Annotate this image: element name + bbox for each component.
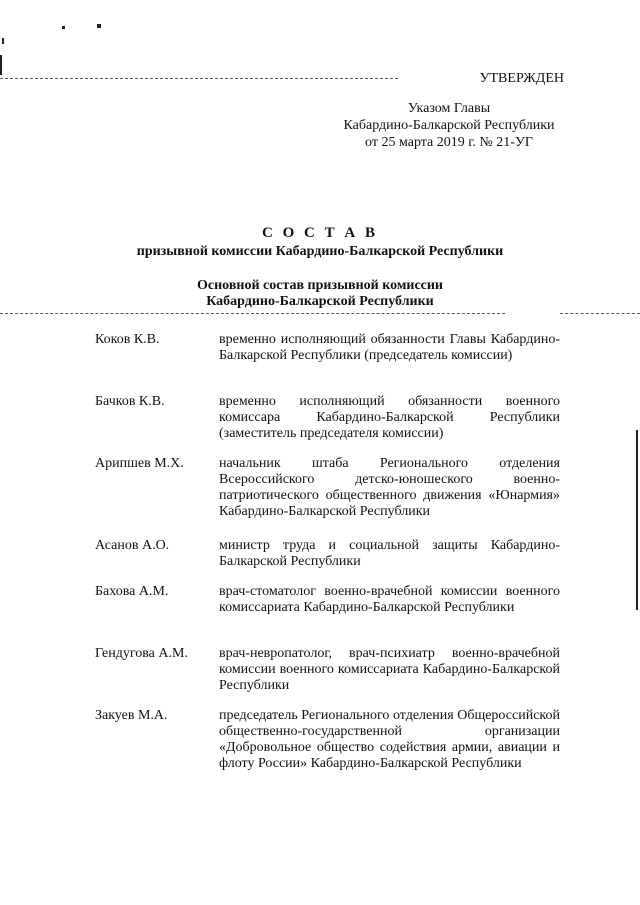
member-role: председатель Регионального отделения Общероссийской общественно-государственной организации «Добровольное общество содействия армии, авиации и флоту России» Кабардино-Балкарской Республики [219, 708, 560, 771]
member-row [95, 538, 560, 584]
approval-line: Кабардино-Балкарской Республики [343, 118, 555, 133]
member-row [95, 646, 560, 708]
member-role: врач-стоматолог военно-врачебной комиссии военного комиссариата Кабардино-Балкарской Республики [219, 584, 560, 615]
member-name: Коков К.В. [95, 332, 160, 347]
member-row [95, 332, 560, 394]
member-name: Гендугова А.М. [95, 646, 188, 661]
document-title: С О С Т А В [262, 225, 378, 241]
approval-decree [334, 100, 564, 151]
approval-stamp: УТВЕРЖДЕН [479, 71, 564, 86]
member-role: временно исполняющий обязанности Главы Кабардино-Балкарской Республики (председатель комиссии) [219, 332, 560, 363]
member-name: Бахова А.М. [95, 584, 169, 599]
document-subtitle: призывной комиссии Кабардино-Балкарской Республики [136, 244, 504, 259]
scan-artifact [62, 26, 65, 29]
member-name: Закуев М.А. [95, 708, 168, 723]
member-name: Асанов А.О. [95, 538, 170, 553]
scan-line [560, 313, 640, 314]
member-name: Арипшев М.Х. [95, 456, 184, 471]
section-heading: Кабардино-Балкарской Республики [206, 294, 434, 309]
approval-line: Указом Главы [407, 101, 491, 116]
member-role: временно исполняющий обязанности военного комиссара Кабардино-Балкарской Республики (заместитель председателя комиссии) [219, 394, 560, 441]
member-role: врач-невропатолог, врач-психиатр военно-врачебной комиссии военного комиссариата Кабардино-Балкарской Республики [219, 646, 560, 693]
member-name: Бачков К.В. [95, 394, 165, 409]
scan-artifact [97, 24, 101, 28]
scan-line [0, 78, 398, 79]
approval-line: от 25 марта 2019 г. № 21-УГ [365, 135, 533, 150]
section-heading: Основной состав призывной комиссии [197, 278, 443, 293]
member-row [95, 456, 560, 538]
members-list [95, 332, 560, 790]
member-row [95, 584, 560, 646]
scan-artifact [2, 38, 4, 44]
member-role: начальник штаба Регионального отделения Всероссийского детско-юношеского военно-патриотического общественного движения «Юнармия» Кабардино-Балкарской Республики [219, 456, 560, 519]
scan-artifact [0, 55, 2, 75]
scan-artifact [636, 430, 638, 610]
member-role: министр труда и социальной защиты Кабардино-Балкарской Республики [219, 538, 560, 569]
scan-line [0, 313, 505, 314]
member-row [95, 394, 560, 456]
member-row [95, 708, 560, 790]
